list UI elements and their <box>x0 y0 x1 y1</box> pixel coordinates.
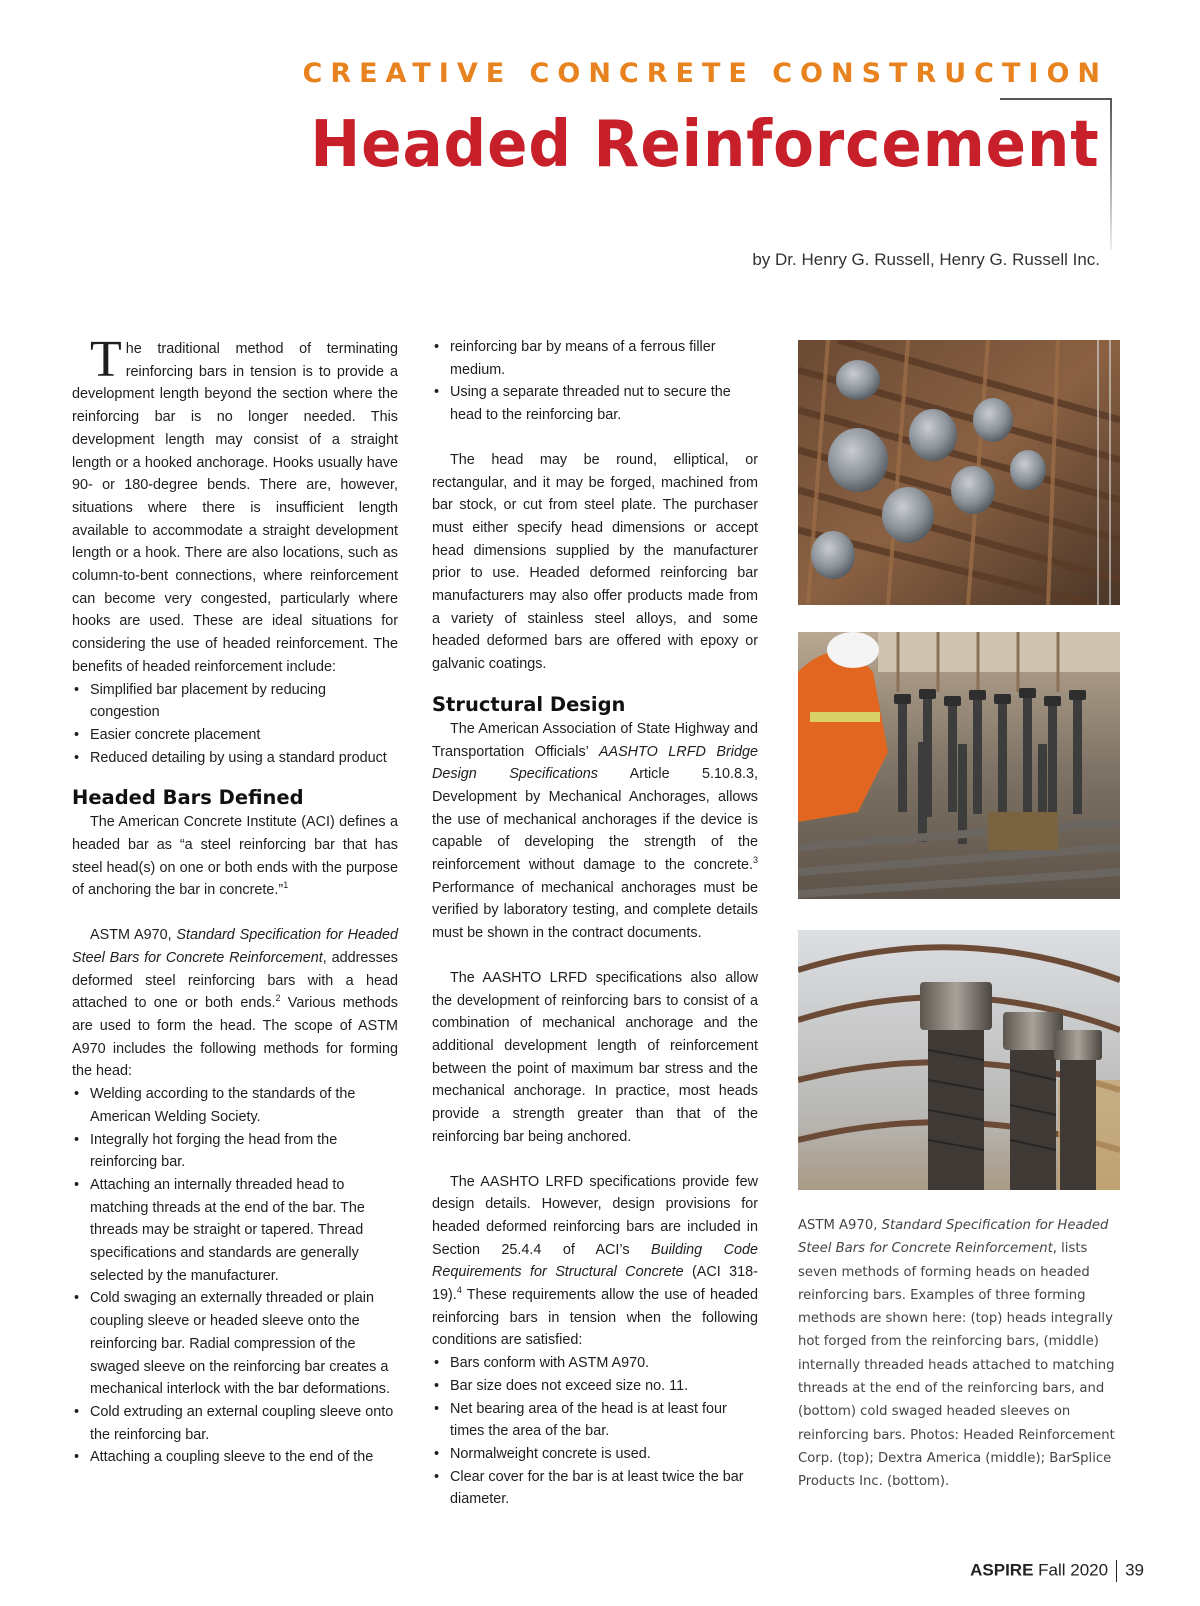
caption-title: Standard Specification for Headed Steel Bars for Concrete Reinforcement <box>798 1218 1109 1257</box>
aci-text: The American Concrete Institute (ACI) defines a headed bar as “a steel reinforcing bar that has steel head(s) on one or both ends with the purpose of anchoring the bar in concrete.” <box>72 814 398 899</box>
benefits-list <box>72 679 398 770</box>
list-item: • Using a separate threaded nut to secure the head to the reinforcing bar. <box>432 381 758 426</box>
list-item-continued: • reinforcing bar by means of a ferrous filler medium. <box>432 336 758 381</box>
aashto-lead: The American Association of State Highway and Transportation Officials’ <box>432 720 758 760</box>
magazine-name: ASPIRE <box>970 1560 1034 1580</box>
methods-list-continued <box>432 336 758 427</box>
astm-paragraph <box>72 924 398 1083</box>
aci-paragraph <box>72 811 398 902</box>
list-item: • Normalweight concrete is used. <box>432 1443 758 1466</box>
reference-marker: 4 <box>456 1285 462 1296</box>
photo-caption <box>798 1214 1120 1494</box>
drop-cap: T <box>90 331 122 388</box>
reference-marker: 3 <box>752 855 758 866</box>
list-item: • Clear cover for the bar is at least twice the bar diameter. <box>432 1466 758 1511</box>
caption-text: , lists seven methods of forming heads on headed reinforcing bars. Examples of three forming methods are shown here: (top) heads integrally hot forged from the reinforcing bars, (middle) internally threaded heads attached to matching threads at the end of the reinforcing bars, and (bottom) cold swaged headed sleeves on reinforcing bars. Photos: Headed Reinforcement Corp. (top); Dextra America (middle); BarSplice Products Inc. (bottom). <box>798 1241 1115 1490</box>
aci-code-title: Building Code Requirements for Structural Concrete <box>432 1241 758 1281</box>
aashto-text: Article 5.10.8.3, Development by Mechanical Anchorages, allows the use of mechanical anchorages if the device is capable of developing the strength of the reinforcement without damage to the concrete. <box>432 766 758 874</box>
photo-forged-heads <box>798 340 1120 605</box>
issue-label: Fall 2020 <box>1038 1560 1109 1580</box>
aashto-title: AASHTO LRFD Bridge Design Specifications <box>432 743 758 783</box>
few-text: (ACI 318-19). <box>432 1264 758 1304</box>
intro-text: he traditional method of terminating reinforcing bars in tension is to provide a development length beyond the section where the reinforcing bar is no longer needed. This development length may consist of a straight length or a hooked anchorage. Hooks usually have 90- or 180-degree bends. There are, however, situations where there is insufficient length available to accommodate a straight development length or a hook. There are also locations, such as column-to-bent connections, where reinforcement can become very congested, particularly where hooks are used. These are ideal situations for considering the use of headed reinforcement. The benefits of headed reinforcement include: <box>72 341 398 675</box>
astm-text: , addresses deformed steel reinforcing bars with a head attached to one or both ends. <box>72 949 398 1012</box>
page-footer <box>970 1560 1144 1582</box>
reference-marker: 1 <box>283 880 289 891</box>
caption-lead: ASTM A970, <box>798 1218 882 1233</box>
list-item: • Bar size does not exceed size no. 11. <box>432 1375 758 1398</box>
list-item: • Attaching a coupling sleeve to the end of the <box>72 1446 398 1469</box>
few-text-2: These requirements allow the use of headed reinforcing bars in tension when the following conditions are satisfied: <box>432 1287 758 1349</box>
list-item: • Integrally hot forging the head from the reinforcing bar. <box>72 1129 398 1174</box>
byline: by Dr. Henry G. Russell, Henry G. Russell Inc. <box>752 250 1100 269</box>
list-item: • Attaching an internally threaded head to matching threads at the end of the bar. The threads may be straight or tapered. Thread specifications and standards are generally selected by the manufacturer. <box>72 1174 398 1288</box>
reference-marker: 2 <box>275 993 281 1004</box>
list-item: • Simplified bar placement by reducing congestion <box>72 679 398 724</box>
article-title: Headed Reinforcement <box>310 108 1100 182</box>
combination-paragraph: The AASHTO LRFD specifications also allow the development of reinforcing bars to consist of a combination of mechanical anchorage and the additional development length of reinforcement between the point of maximum bar stress and the mechanical anchorage. In practice, most heads provide a strength greater than that of the reinforcing bar being anchored. <box>432 969 758 1145</box>
page-number: 39 <box>1125 1560 1144 1580</box>
astm-lead: ASTM A970, <box>90 927 177 944</box>
list-item: • Cold extruding an external coupling sleeve onto the reinforcing bar. <box>72 1401 398 1446</box>
list-item: • Bars conform with ASTM A970. <box>432 1352 758 1375</box>
astm-text-2: Various methods are used to form the head. The scope of ASTM A970 includes the following methods for forming the head: <box>72 995 398 1080</box>
few-lead: The AASHTO LRFD specifications provide few design details. However, design provisions for headed deformed reinforcing bars are included in Section 25.4.4 of ACI’s <box>432 1173 758 1258</box>
column-1 <box>72 331 398 1469</box>
header-rule-horizontal <box>1000 98 1112 100</box>
footer-divider <box>1116 1560 1117 1582</box>
astm-title: Standard Specification for Headed Steel Bars for Concrete Reinforcement <box>72 927 398 966</box>
photo-swaged-sleeves <box>798 930 1120 1190</box>
column-2 <box>432 336 758 1511</box>
header-rule-vertical <box>1110 98 1112 250</box>
design-details-paragraph <box>432 1171 758 1353</box>
list-item: • Reduced detailing by using a standard product <box>72 747 398 770</box>
intro-paragraph <box>72 331 398 679</box>
photo-threaded-heads <box>798 632 1120 899</box>
conditions-list <box>432 1352 758 1511</box>
section-heading-defined: Headed Bars Defined <box>72 786 304 810</box>
methods-list <box>72 1083 398 1469</box>
list-item: • Net bearing area of the head is at least four times the area of the bar. <box>432 1398 758 1443</box>
aashto-paragraph <box>432 718 758 945</box>
list-item: • Cold swaging an externally threaded or plain coupling sleeve or headed sleeve onto the reinforcing bar. Radial compression of the swaged sleeve on the reinforcing bar creates a mechanical interlock with the bar deformations. <box>72 1287 398 1401</box>
kicker: CREATIVE CONCRETE CONSTRUCTION <box>302 58 1108 89</box>
aashto-text-2: Performance of mechanical anchorages must be verified by laboratory testing, and complete details must be shown in the contract documents. <box>432 879 758 942</box>
list-item: • Welding according to the standards of the American Welding Society. <box>72 1083 398 1128</box>
head-paragraph: The head may be round, elliptical, or rectangular, and it may be forged, machined from bar stock, or cut from steel plate. The purchaser must either specify head dimensions or accept head dimensions supplied by the manufacturer prior to use. Headed deformed reinforcing bar manufacturers may also offer products made from a variety of stainless steel alloys, and some headed deformed bars are offered with epoxy or galvanic coatings. <box>432 451 758 673</box>
list-item: • Easier concrete placement <box>72 724 398 747</box>
section-heading-design: Structural Design <box>432 692 626 716</box>
